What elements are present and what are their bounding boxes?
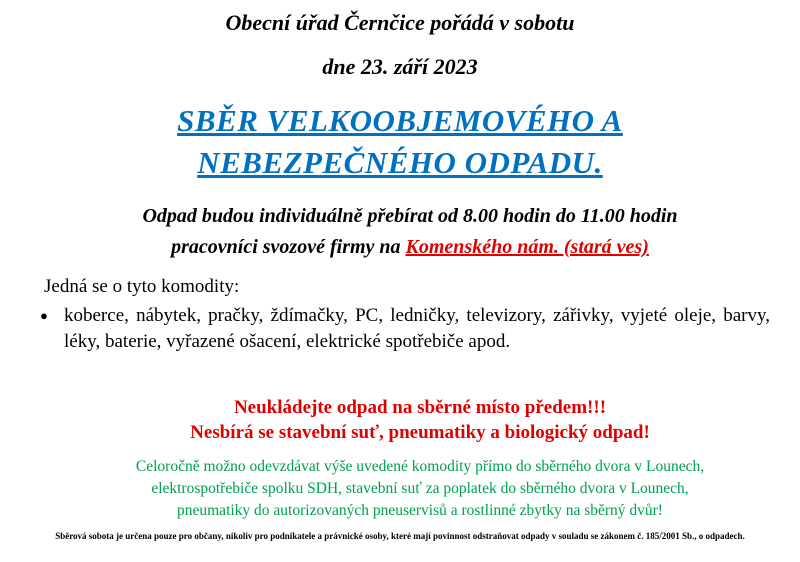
page-title-line-2: NEBEZPEČNÉHO ODPADU. bbox=[197, 145, 603, 180]
commodities-list: koberce, nábytek, pračky, ždímačky, PC, ledničky, televizory, zářivky, vyjeté oleje, barvy, léky, baterie, vyřazené ošacení, elektrické spotřebiče apod. bbox=[64, 305, 770, 352]
footnote: Sběrová sobota je určena pouze pro občany, nikoliv pro podnikatele a právnické osoby, které mají povinnost odstraňovat odpady v souladu se zákonem č. 185/2001 Sb., o odpadech. bbox=[55, 531, 745, 541]
commodities-intro: Jedná se o tyto komodity: bbox=[44, 276, 240, 297]
schedule-prefix: pracovníci svozové firmy na bbox=[171, 236, 406, 258]
schedule-line-2 bbox=[10, 236, 800, 259]
info-line-3: pneumatiky do autorizovaných pneuservisů a rostlinné zbytky na sběrný dvůr! bbox=[177, 502, 663, 519]
bullet-icon: ● bbox=[40, 308, 48, 323]
info-line-2: elektrospotřebiče spolku SDH, stavební suť za poplatek do sběrného dvora v Lounech, bbox=[151, 480, 689, 497]
header-line-1: Obecní úřad Černčice pořádá v sobotu bbox=[225, 10, 575, 35]
warning-line-2: Nesbírá se stavební suť, pneumatiky a biologický odpad! bbox=[190, 422, 650, 443]
collection-location: Komenského nám. (stará ves) bbox=[405, 236, 649, 258]
header-date: dne 23. září 2023 bbox=[322, 54, 478, 79]
warning-line-1: Neukládejte odpad na sběrné místo předem!!! bbox=[233, 397, 607, 418]
info-line-1: Celoročně možno odevzdávat výše uvedené komodity přímo do sběrného dvora v Lounech, bbox=[135, 458, 705, 475]
schedule-line-1: Odpad budou individuálně přebírat od 8.00 hodin do 11.00 hodin bbox=[142, 205, 678, 227]
page-title-line-1: SBĚR VELKOOBJEMOVÉHO A bbox=[177, 103, 623, 138]
